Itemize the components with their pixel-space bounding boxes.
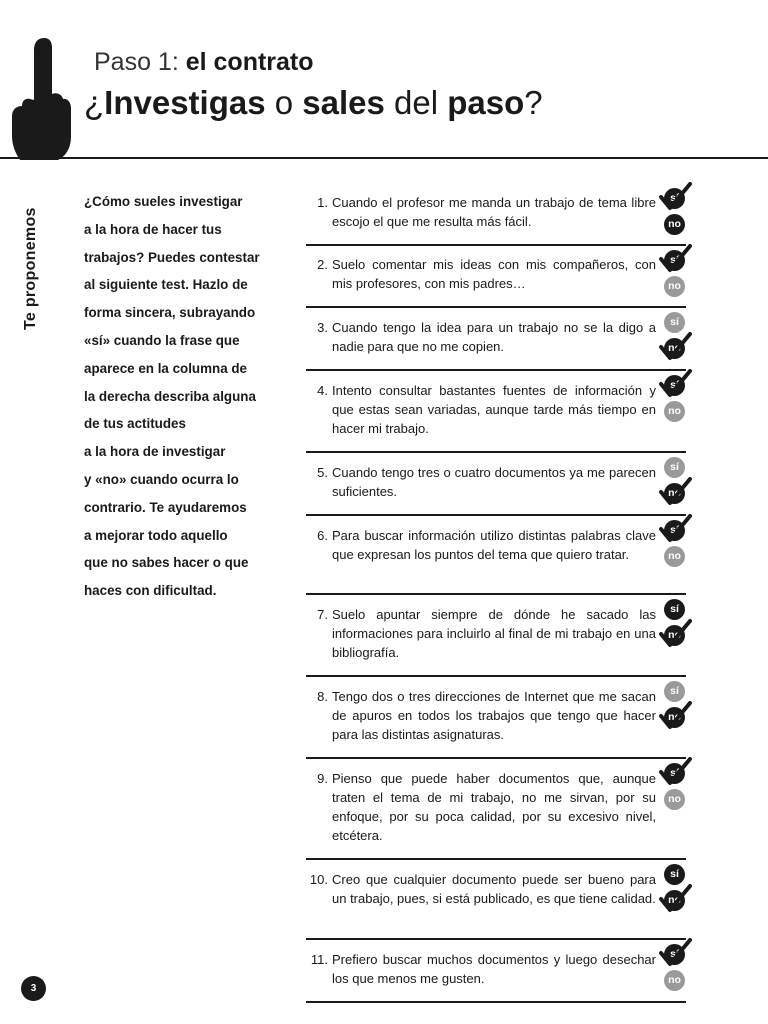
answer-options (662, 860, 688, 938)
question-text: Intento consultar bastantes fuentes de información y que estas sean variadas, aunque tarde más tiempo en hacer mi trabajo. (332, 383, 656, 436)
answer-options (662, 371, 688, 451)
question-number: 8. (317, 689, 328, 704)
answer-no-option[interactable]: no (664, 890, 685, 911)
answer-yes-option[interactable]: sí (664, 188, 685, 209)
question-number: 4. (317, 383, 328, 398)
title-word-sales: sales (302, 84, 385, 121)
title-word-del: del (384, 84, 448, 121)
answer-no-option[interactable]: no (664, 707, 685, 728)
question-number: 9. (317, 771, 328, 786)
answer-yes-option[interactable]: sí (664, 250, 685, 271)
page-title (84, 82, 543, 124)
answer-no-option[interactable]: no (664, 546, 685, 567)
title-word-investigas: Investigas (104, 84, 266, 121)
title-open-mark: ¿ (84, 84, 105, 121)
question-item (306, 940, 686, 1003)
answer-yes-option[interactable]: sí (664, 864, 685, 885)
intro-line: a la hora de hacer tus (84, 221, 222, 237)
intro-line: ¿Cómo sueles investigar (84, 194, 243, 209)
answer-options (662, 308, 688, 369)
intro-line: aparece en la columna de (84, 360, 247, 376)
question-text: Tengo dos o tres direcciones de Internet que me sacan de apuros en todos los trabajos que tengo que hacer para las distintas asignaturas. (332, 689, 656, 742)
answer-options (662, 516, 688, 593)
intro-line: a la hora de investigar (84, 444, 226, 460)
question-number: 3. (317, 320, 328, 335)
answer-yes-option[interactable]: sí (664, 375, 685, 396)
answer-yes-option[interactable]: sí (664, 599, 685, 620)
title-word-o: o (265, 84, 303, 121)
page-number: 3 (21, 976, 46, 1001)
question-item (306, 246, 686, 308)
question-text: Pienso que puede haber documentos que, aunque traten el tema de mi trabajo, no me sirvan, por su enfoque, por su poca calidad, por su excesivo nivel, etcétera. (332, 771, 656, 843)
intro-line: haces con dificultad. (84, 583, 217, 599)
intro-line: forma sincera, subrayando (84, 305, 256, 321)
answer-yes-option[interactable]: sí (664, 681, 685, 702)
step-label: Paso 1: (94, 48, 179, 76)
answer-no-option[interactable]: no (664, 401, 685, 422)
question-text: Cuando tengo la idea para un trabajo no se la digo a nadie para que no me copien. (332, 320, 656, 354)
question-item (306, 516, 686, 595)
question-item (306, 677, 686, 759)
intro-line: a mejorar todo aquello (84, 527, 228, 543)
intro-line: al siguiente test. Hazlo de (84, 277, 248, 293)
answer-yes-option[interactable]: sí (664, 944, 685, 965)
intro-line: que no sabes hacer o que (84, 555, 249, 571)
question-text: Cuando tengo tres o cuatro documentos ya me parecen suficientes. (332, 465, 656, 499)
question-item (306, 308, 686, 371)
question-text: Creo que cualquier documento puede ser bueno para un trabajo, pues, si está publicado, es que tiene calidad. (332, 872, 656, 906)
step-heading (94, 47, 314, 77)
intro-line: y «no» cuando ocurra lo (84, 471, 239, 487)
question-item (306, 184, 686, 246)
answer-options (662, 940, 688, 1001)
question-item (306, 860, 686, 940)
answer-no-option[interactable]: no (664, 483, 685, 504)
question-text: Cuando el profesor me manda un trabajo de tema libre escojo el que me resulta más fácil. (332, 195, 656, 229)
question-item (306, 453, 686, 516)
intro-line: «sí» cuando la frase que (84, 332, 240, 348)
intro-line: de tus actitudes (84, 416, 186, 432)
question-number: 10. (309, 872, 328, 887)
answer-options (662, 184, 688, 244)
question-item (306, 759, 686, 860)
answer-no-option[interactable]: no (664, 214, 685, 235)
question-number: 6. (317, 528, 328, 543)
answer-no-option[interactable]: no (664, 789, 685, 810)
title-close-mark: ? (524, 84, 543, 121)
question-number: 11. (310, 952, 328, 967)
question-item (306, 595, 686, 677)
questionnaire-list (306, 184, 686, 1003)
answer-options (662, 453, 688, 514)
answer-options (662, 246, 688, 306)
answer-no-option[interactable]: no (664, 276, 685, 297)
question-number: 5. (317, 465, 328, 480)
question-text: Suelo comentar mis ideas con mis compañeros, con mis profesores, con mis padres… (332, 257, 656, 291)
section-side-label: Te proponemos (22, 207, 39, 330)
answer-no-option[interactable]: no (664, 338, 685, 359)
intro-line: trabajos? Puedes contestar (84, 249, 260, 265)
question-item (306, 371, 686, 453)
answer-yes-option[interactable]: sí (664, 457, 685, 478)
title-word-paso: paso (447, 84, 525, 121)
answer-no-option[interactable]: no (664, 970, 685, 991)
intro-line: contrario. Te ayudaremos (84, 499, 247, 515)
answer-options (662, 595, 688, 675)
question-number: 2. (317, 257, 328, 272)
question-text: Suelo apuntar siempre de dónde he sacado las informaciones para incluirlo al final de mi trabajo en una bibliografía. (332, 607, 656, 660)
intro-line: la derecha describa alguna (84, 388, 256, 404)
answer-yes-option[interactable]: sí (664, 763, 685, 784)
question-text: Prefiero buscar muchos documentos y luego desechar los que menos me gusten. (332, 952, 656, 986)
header-divider (0, 157, 768, 159)
answer-no-option[interactable]: no (664, 625, 685, 646)
step-title: el contrato (185, 48, 314, 76)
answer-options (662, 677, 688, 757)
question-number: 1. (317, 195, 328, 210)
pointing-hand-icon (10, 36, 72, 160)
answer-yes-option[interactable]: sí (664, 312, 685, 333)
question-text: Para buscar información utilizo distintas palabras clave que expresan los puntos del tema que quiero tratar. (332, 528, 656, 562)
question-number: 7. (317, 607, 328, 622)
answer-yes-option[interactable]: sí (664, 520, 685, 541)
intro-text (84, 188, 284, 605)
answer-options (662, 759, 688, 858)
